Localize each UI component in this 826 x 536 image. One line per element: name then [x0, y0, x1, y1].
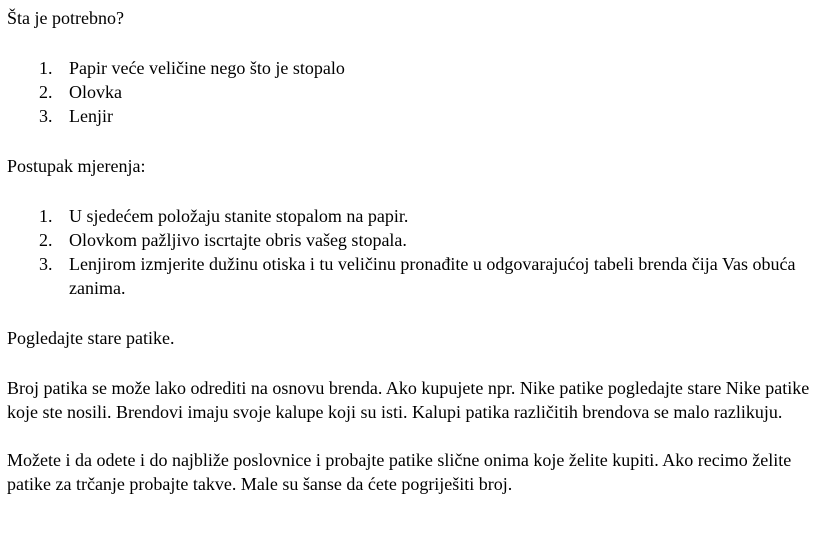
list-number: 3. [39, 254, 53, 274]
list-item [7, 104, 823, 128]
list-item [7, 252, 823, 300]
list-item-text: Olovka [69, 82, 122, 102]
list-number: 1. [39, 58, 53, 78]
procedure-steps-list [7, 204, 823, 300]
store-paragraph: Možete i da odete i do najbliže poslovnice i probajte patike slične onima koje želite kupiti. Ako recimo želite patike za trčanje probajte takve. Male su šanse da ćete pogriješiti broj. [7, 450, 792, 494]
list-item [7, 228, 823, 252]
needed-items-list [7, 56, 823, 128]
list-number: 3. [39, 106, 53, 126]
list-item [7, 56, 823, 80]
brand-paragraph: Broj patika se može lako odrediti na osnovu brenda. Ako kupujete npr. Nike patike pogledajte stare Nike patike koje ste nosili. Brendovi imaju svoje kalupe koji su isti. Kalupi patika različitih brendova se malo razlikuju. [7, 378, 810, 422]
list-item-text: U sjedećem položaju stanite stopalom na papir. [69, 206, 409, 226]
question-heading: Šta je potrebno? [7, 8, 124, 28]
list-item-text: Papir veće veličine nego što je stopalo [69, 58, 345, 78]
procedure-heading: Postupak mjerenja: [7, 156, 146, 176]
old-shoes-paragraph: Pogledajte stare patike. [7, 328, 175, 348]
document-body [7, 6, 823, 496]
list-number: 1. [39, 206, 53, 226]
list-item [7, 80, 823, 104]
list-item-text: Olovkom pažljivo iscrtajte obris vašeg stopala. [69, 230, 407, 250]
list-item-text: Lenjirom izmjerite dužinu otiska i tu veličinu pronađite u odgovarajućoj tabeli brenda čija Vas obuća zanima. [69, 254, 796, 298]
list-item [7, 204, 823, 228]
list-item-text: Lenjir [69, 106, 113, 126]
list-number: 2. [39, 82, 53, 102]
list-number: 2. [39, 230, 53, 250]
